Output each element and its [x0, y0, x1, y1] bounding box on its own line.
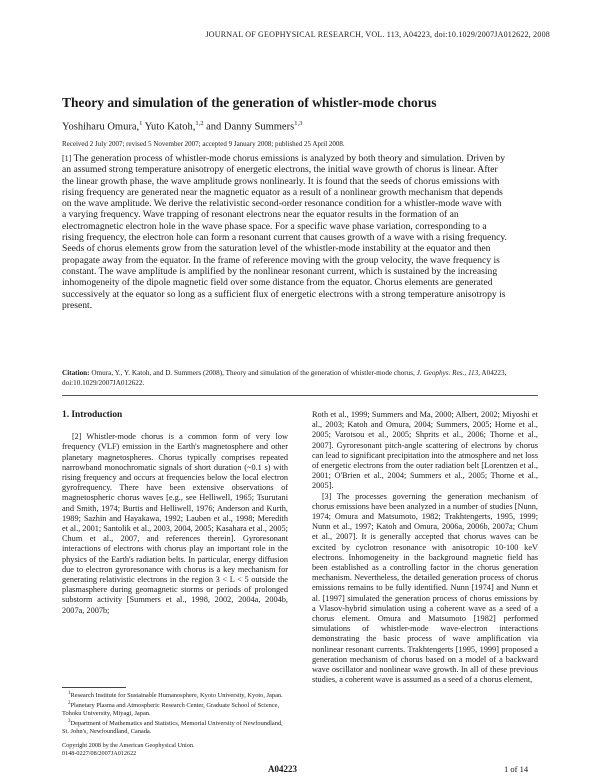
page-count: 1 of 14	[504, 764, 529, 774]
paragraph-number: [2]	[72, 432, 82, 442]
footnote-divider	[62, 687, 126, 688]
section-divider	[62, 395, 538, 396]
paper-title: Theory and simulation of the generation of whistler-mode chorus	[62, 95, 437, 110]
author-list	[62, 120, 302, 133]
affiliation-footnotes	[62, 690, 288, 735]
section-heading: 1. Introduction	[62, 410, 123, 420]
paragraph-text: The processes governing the generation mechanism of chorus emissions have been analyzed in a number of studies [Nunn, 1974; Omura and Matsumoto, 1982; Trakhtengerts, 1995, 1999; Nunn et al., 1997; Katoh and Omura, 2006a, 2006b, 2007a; Chum et al., 2007]. It is generally accepted that chorus waves can be excited by cyclotron resonance with anisotropic 10-100 keV electrons. Inhomogeneity in the background magnetic field has been established as a controlling factor in the chorus generation mechanism. Nevertheless, the detailed generation process of chorus emissions remains to be fully identified. Nunn [1974] and Nunn et al. [1997] simulated the generation process of chorus emissions by a Vlasov-hybrid simulation using a coherent wave as a seed of a chorus element. Omura and Matsumoto [1982] performed simulations of whistler-mode wave-electron interactions demonstrating the basic process of wave amplification via nonlinear resonant currents. Trakhtengerts [1995, 1999] proposed a generation mechanism of chorus based on a model of a backward wave oscillator and nonlinear wave growth. In all of these previous studies, a coherent wave is assumed as a seed of a chorus element,	[312, 491, 538, 685]
footnote-number: 3	[68, 718, 71, 724]
author-name: Yoshiharu Omura,	[62, 121, 140, 133]
abstract-text: The generation process of whistler-mode chorus emissions is analyzed by both theory and simulation. Driven by an assumed strong temperature anisotropy of energetic electrons, the initial wave growth of chorus is linear. After the linear growth phase, the wave amplitude grows nonlinearly. It is found that the seeds of chorus emissions with rising frequency are generated near the magnetic equator as a result of a nonlinear growth mechanism that depends on the wave amplitude. We derive the relativistic second-order resonance condition for a whistler-mode wave with a varying frequency. Wave trapping of resonant electrons near the equator results in the formation of an electromagnetic electron hole in the wave phase space. For a specific wave phase variation, corresponding to a rising frequency, the electron hole can form a resonant current that causes growth of a wave with a rising frequency. Seeds of chorus elements grow from the saturation level of the whistler-mode instability at the equator and then propagate away from the equator. In the frame of reference moving with the group velocity, the wave frequency is constant. The wave amplitude is amplified by the nonlinear resonant current, which is sustained by the increasing inhomogeneity of the dipole magnetic field over some distance from the equator. Chorus elements are generated successively at the equator so long as a sufficient flux of energetic electrons with a strong temperature anisotropy is present.	[62, 153, 507, 311]
footnote-text: Planetary Plasma and Atmospheric Research Center, Graduate School of Science, Tohoku University, Miyagi, Japan.	[62, 702, 280, 717]
right-column	[312, 410, 538, 685]
received-dates: Received 2 July 2007; revised 5 November 2007; accepted 9 January 2008; published 25 April 2008.	[62, 140, 345, 148]
footnote-text: Department of Mathematics and Statistics, Memorial University of Newfoundland, St. John's, Newfoundland, Canada.	[62, 719, 283, 735]
paragraph-number: [1]	[62, 154, 72, 163]
footnote-number: 1	[68, 691, 71, 696]
footnote	[62, 700, 288, 718]
author-name: Yuto Katoh,	[144, 121, 196, 133]
body-paragraph-continued: Roth et al., 1999; Summers and Ma, 2000; Albert, 2002; Miyoshi et al., 2003; Katoh and Omura, 2004; Summers, 2005; Horne et al., 2005; Varotsou et al., 2005; Shprits et al., 2006; Thorne et al., 2007]. Gyroresonant pitch-angle scattering of electrons by chorus can lead to significant precipitation into the atmosphere and net loss of energetic electrons from the outer radiation belt [Lorentzen et al., 2001; O'Brien et al., 2004; Summers et al., 2005; Thorne et al., 2005].	[312, 410, 538, 491]
footnote-number: 2	[68, 700, 71, 706]
citation	[62, 369, 538, 388]
paragraph-number: [3]	[322, 491, 332, 501]
copyright-block	[62, 742, 288, 757]
body-paragraph	[312, 492, 538, 686]
left-column	[62, 410, 288, 616]
footnote	[62, 690, 288, 700]
footnote-text: Research Institute for Sustainable Humanosphere, Kyoto University, Kyoto, Japan.	[70, 692, 283, 700]
author-affiliation: 1,2	[195, 120, 204, 127]
citation-label: Citation:	[62, 369, 90, 377]
author-affiliation: 1,3	[294, 120, 303, 127]
author-name: and Danny Summers	[206, 121, 295, 133]
paragraph-text: Whistler-mode chorus is a common form of very low frequency (VLF) emission in the Earth's magnetosphere and other planetary magnetospheres. Chorus typically comprises repeated narrowband monochromatic signals of short duration (~0.1 s) with rising frequency and occurs at frequencies below the local electron gyrofrequency. There have been extensive observations of magnetospheric chorus waves [e.g., see Helliwell, 1965; Tsurutani and Smith, 1974; Burtis and Helliwell, 1976; Anderson and Kurth, 1989; Sazhin and Hayakawa, 1992; Lauben et al., 1998; Meredith et al., 2001; Santolik et al., 2003, 2004, 2005; Kasahara et al., 2005; Chum et al., 2007, and references therein]. Gyroresonant interactions of electrons with chorus play an important role in the physics of the Earth's radiation belts. In particular, energy diffusion due to electron gyroresonance with chorus is a key mechanism for generating relativistic electrons in the region 3 < L < 5 outside the plasmasphere during geomagnetic storms or periods of prolonged substorm activity [Summers et al., 1998, 2002, 2004a, 2004b, 2007a, 2007b;	[62, 432, 288, 615]
abstract	[62, 153, 508, 311]
citation-doi: A04223, doi:10.1029/2007JA012622.	[62, 369, 507, 387]
copyright-line: Copyright 2008 by the American Geophysical Union.	[62, 742, 195, 749]
issn-line: 0148-0227/08/2007JA012622	[62, 749, 137, 757]
citation-text: Omura, Y., Y. Katoh, and D. Summers (2008), Theory and simulation of the generation of whistler-mode chorus,	[91, 369, 415, 377]
footnote	[62, 718, 288, 736]
author-affiliation: 1	[139, 120, 143, 127]
running-head: JOURNAL OF GEOPHYSICAL RESEARCH, VOL. 113, A04223, doi:10.1029/2007JA012622, 2008	[205, 30, 550, 39]
citation-journal: J. Geophys. Res., 113,	[416, 369, 480, 377]
article-id: A04223	[268, 764, 297, 774]
body-paragraph	[62, 432, 288, 616]
